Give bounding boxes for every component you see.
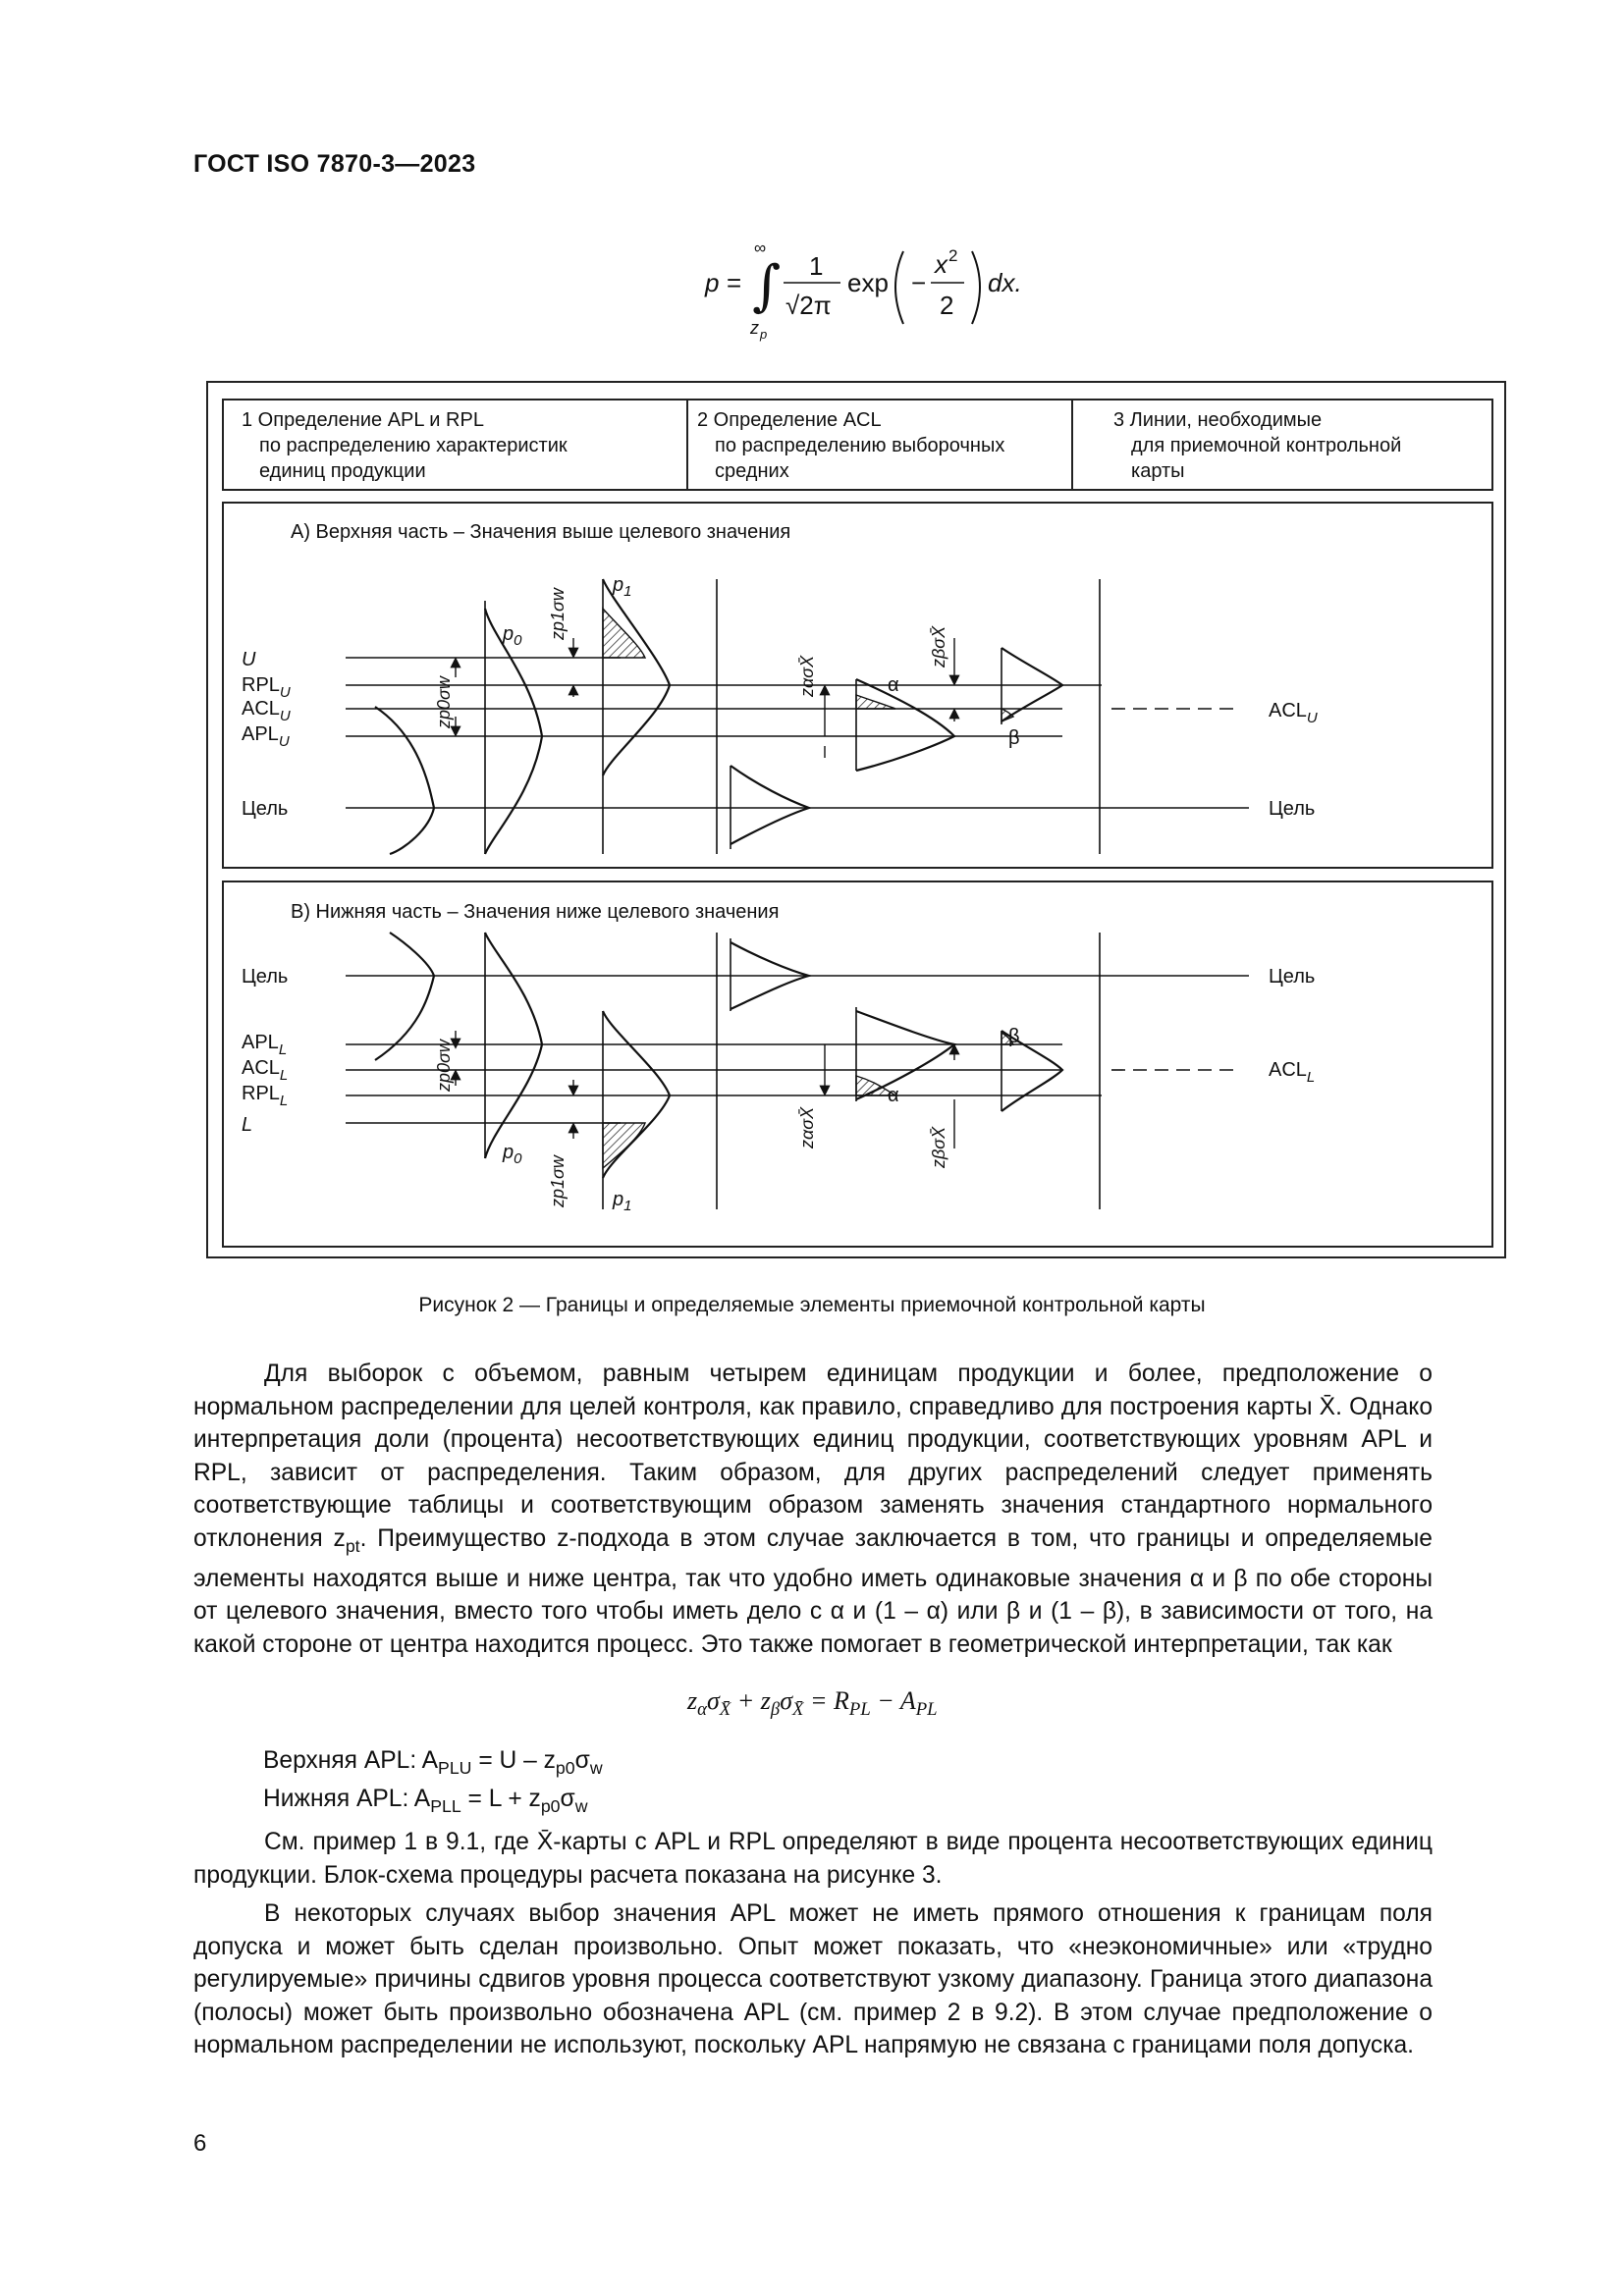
document-header: ГОСТ ISO 7870-3—2023 — [193, 150, 476, 178]
label-beta-a: β — [1008, 727, 1020, 749]
def-lower-apl: Нижняя APL: $A_{PLL} = L + z_{p0}\sigma_w$ — [263, 1785, 588, 1816]
paragraph-1-rest: . Преимущество z-подхода в этом случае заключается в том, что границы и определяемые элементы находятся выше и ниже центра, так что удобно иметь одинаковые значения α и β по обе стороны от целевого значения, вместо того чтобы иметь дело с α и (1 – α) или β и (1 – β), в зависимости от того, на какой стороне от центра находится процесс. Это также помогает в геометрической интерпретации, так как — [193, 1524, 1433, 1658]
label-L: L — [242, 1114, 253, 1136]
label-z-p1-sigma-w-b: zp1σw — [548, 1155, 568, 1207]
label-beta-b: β — [1008, 1026, 1020, 1047]
label-APL-L: $APL_L$ — [242, 1032, 288, 1058]
label-z-p0-sigma-w-a: zp0σw — [434, 676, 454, 728]
label-target-b: Цель — [242, 966, 289, 988]
label-z-p1-sigma-w-a: zp1σw — [548, 588, 568, 640]
col1-line1: 1 Определение APL и RPL — [242, 409, 484, 431]
label-U: U — [242, 649, 256, 670]
formula-exp: exp — [847, 268, 889, 297]
label-target-b-right: Цель — [1269, 966, 1316, 988]
label-z-beta-sigma-a: zβσX̄ — [929, 625, 948, 667]
label-APL-U: $APL_U$ — [242, 723, 290, 750]
col1-line2: по распределению характеристик — [259, 435, 568, 456]
formula-lower-limit: z — [750, 318, 759, 338]
label-z-alpha-sigma-b: zασX̄ — [797, 1106, 817, 1148]
label-RPL-L: $RPL_L$ — [242, 1083, 289, 1109]
figure-2 — [206, 381, 1506, 1258]
integral-sign: ∫ — [752, 254, 782, 318]
panel-b-title: В) Нижняя часть – Значения ниже целевого значения — [291, 901, 780, 923]
figure-caption: Рисунок 2 — Границы и определяемые элементы приемочной контрольной карты — [418, 1294, 1206, 1316]
label-p1-b: $p_1$ — [613, 1189, 632, 1214]
paragraph-2: См. пример 1 в 9.1, где X̄-карты с APL и RPL определяют в виде процента несоответствующих единиц продукции. Блок-схема процедуры расчета показана на рисунке 3. — [193, 1829, 1433, 1889]
col2-line1: 2 Определение ACL — [697, 409, 882, 431]
formula-lhs: p = — [705, 268, 741, 297]
label-alpha-b: α — [888, 1085, 899, 1106]
formula-inner-num: x — [935, 249, 947, 279]
panel-a-title: А) Верхняя часть – Значения выше целевого значения — [291, 521, 791, 543]
col2-line2: по распределению выборочных — [715, 435, 1005, 456]
label-z-alpha-sigma-a: zασX̄ — [797, 655, 817, 697]
formula-inner-den: 2 — [940, 291, 954, 320]
formula-upper-limit: ∞ — [754, 239, 767, 257]
col3-line3: карты — [1131, 460, 1185, 482]
formula-inner-sup: 2 — [948, 246, 958, 265]
paragraph-1 — [193, 1358, 1433, 1661]
paragraph-1-text: Для выборок с объемом, равным четырем единицам продукции и более, предположение о нормальном распределении для целей контроля, как правило, справедливо для построения карты X̄. Однако интерпретация доли (процента) несоответствующих единиц продукции, соответствующих уровням APL и RPL, зависит от распределения. Таким образом, для других распределений следует применять соответствующие таблицы и соответствующим образом заменять значения стандартного нормального отклонения z — [193, 1361, 1433, 1552]
label-ACL-L-right: $ACL_L$ — [1269, 1059, 1316, 1086]
equation: $z_\alpha\sigma_{X̄} + z_\beta\sigma_{X̄} = R_{PL} - A_{PL}$ — [687, 1686, 938, 1721]
col1-line3: единиц продукции — [259, 460, 426, 482]
label-p0-b: $p_0$ — [503, 1142, 522, 1167]
label-alpha-a: α — [888, 674, 899, 696]
col2-line3: средних — [715, 460, 789, 482]
formula-denominator: √2π — [785, 291, 832, 320]
label-p1-a: $p_1$ — [613, 574, 632, 600]
label-p0-a: $p_0$ — [503, 623, 522, 649]
formula-numerator: 1 — [809, 251, 824, 281]
label-z-beta-sigma-b: zβσX̄ — [929, 1126, 948, 1168]
paragraph-3: В некоторых случаях выбор значения APL может не иметь прямого отношения к границам поля допуска и может быть сделан произвольно. Опыт может показать, что «неэкономичные» или «трудно регулируемые» причины сдвигов уровня процесса соответствуют узкому диапазону. Граница этого диапазона (полосы) может быть произвольно обозначена APL (см. пример 2 в 9.2). В этом случае предположение о нормальном распределении не используют, поскольку APL напрямую не связана с границами поля допуска. — [193, 1900, 1433, 2058]
page-number: 6 — [193, 2130, 207, 2157]
label-ACL-L: $ACL_L$ — [242, 1057, 289, 1084]
label-z-p0-sigma-w-b: zp0σw — [434, 1040, 454, 1092]
def-upper-apl: Верхняя APL: $A_{PLU} = U - z_{p0}\sigma_w$ — [263, 1747, 603, 1778]
formula-lower-limit-sub: p — [760, 327, 768, 342]
apl-definitions — [263, 1745, 603, 1822]
paragraph-1-sub: pt — [345, 1535, 360, 1556]
label-ACL-U-right: $ACL_U$ — [1269, 700, 1318, 726]
formula-tail: dx. — [988, 268, 1022, 297]
figure-diagram — [208, 383, 1508, 1260]
col3-line2: для приемочной контрольной — [1131, 435, 1402, 456]
label-ACL-U: $ACL_U$ — [242, 698, 291, 724]
integral-formula — [687, 236, 1041, 344]
formula-inner-minus: − — [911, 268, 927, 297]
col3-line1: 3 Линии, необходимые — [1113, 409, 1323, 431]
label-RPL-U: $RPL_U$ — [242, 674, 291, 701]
label-target-a-right: Цель — [1269, 798, 1316, 820]
label-target-a: Цель — [242, 798, 289, 820]
